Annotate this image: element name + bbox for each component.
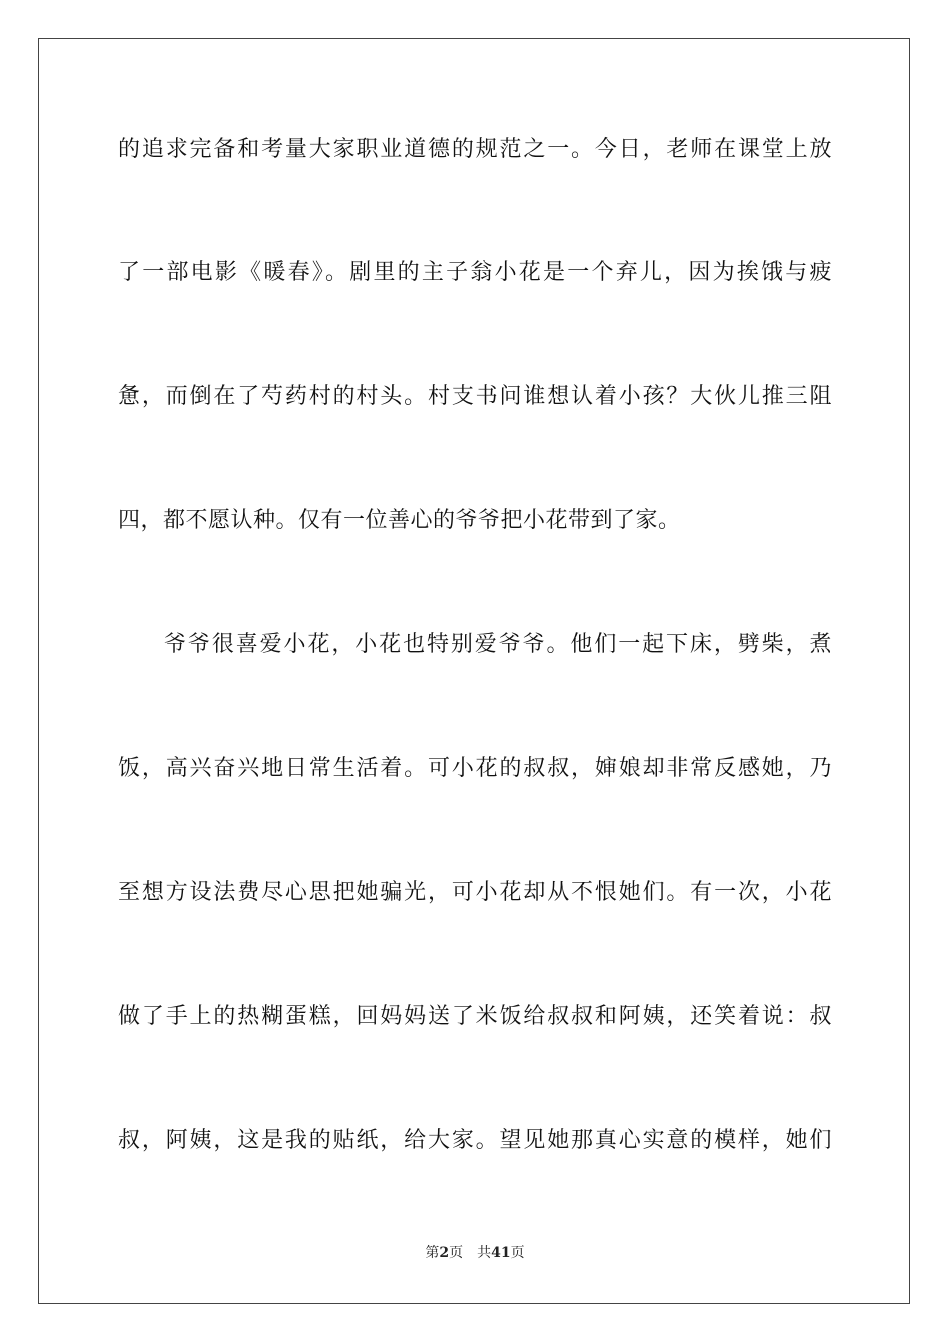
page-suffix: 页 <box>449 1245 464 1261</box>
text-line: 四，都不愿认种。仅有一位善心的爷爷把小花带到了家。 <box>118 508 681 533</box>
total-prefix: 共 <box>477 1245 492 1261</box>
page-prefix: 第 <box>425 1245 440 1261</box>
text-line: 叔，阿姨，这是我的贴纸，给大家。望见她那真心实意的模样，她们 <box>118 1128 832 1153</box>
text-line: 做了手上的热糊蛋糕，回妈妈送了米饭给叔叔和阿姨，还笑着说：叔 <box>118 1004 832 1029</box>
text-line: 惫，而倒在了芍药村的村头。村支书问谁想认着小孩？大伙儿推三阻 <box>118 384 832 409</box>
total-pages: 41 <box>491 1245 511 1261</box>
page-border <box>38 38 910 1304</box>
text-line: 了一部电影《暖春》。剧里的主子翁小花是一个弃儿，因为挨饿与疲 <box>118 260 832 285</box>
text-line: 饭，高兴奋兴地日常生活着。可小花的叔叔，婶娘却非常反感她，乃 <box>118 756 832 781</box>
page-number: 2 <box>439 1245 450 1261</box>
page-footer <box>0 1243 950 1263</box>
text-line: 的追求完备和考量大家职业道德的规范之一。今日，老师在课堂上放 <box>118 137 832 162</box>
text-line: 至想方设法费尽心思把她骗光，可小花却从不恨她们。有一次，小花 <box>118 880 832 905</box>
total-suffix: 页 <box>510 1245 525 1261</box>
paragraph-first-line: 爷爷很喜爱小花，小花也特别爱爷爷。他们一起下床，劈柴，煮 <box>164 632 832 657</box>
